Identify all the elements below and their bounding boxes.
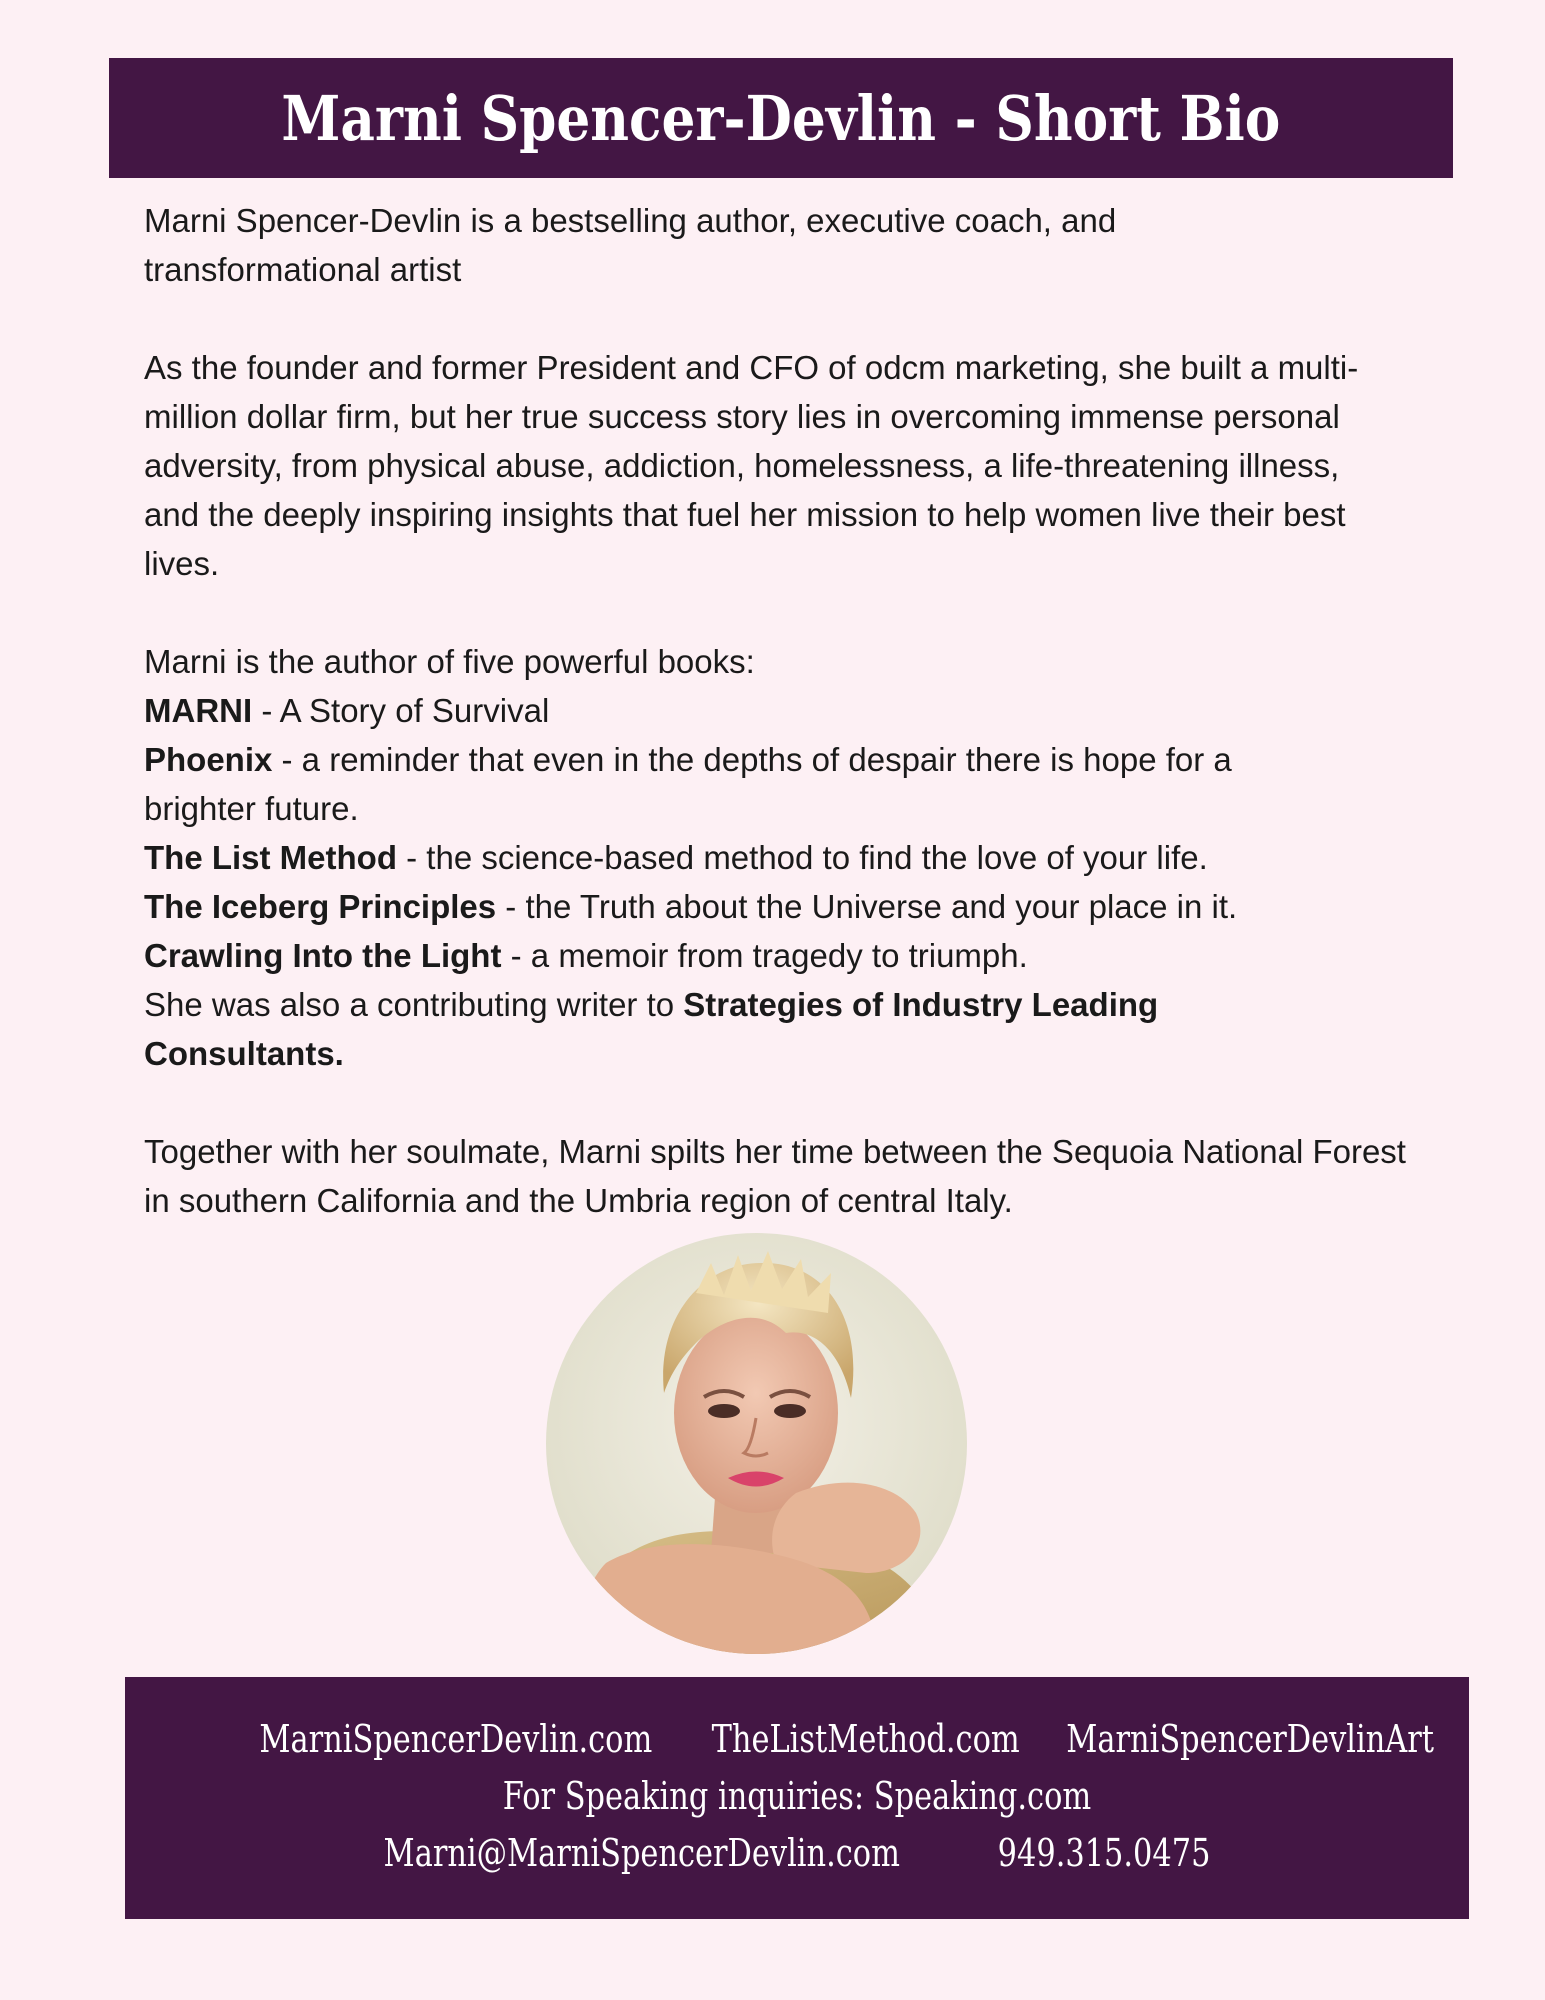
website-link[interactable]: MarniSpencerDevlin.com bbox=[259, 1717, 653, 1761]
books-intro: Marni is the author of five powerful books: bbox=[144, 643, 755, 680]
speaking-inquiries[interactable]: For Speaking inquiries: Speaking.com bbox=[502, 1774, 1092, 1818]
page-title: Marni Spencer-Devlin - Short Bio bbox=[281, 81, 1281, 155]
book-desc: - the Truth about the Universe and your place in it. bbox=[496, 888, 1238, 925]
book-desc: - A Story of Survival bbox=[252, 692, 550, 729]
book-title: Crawling Into the Light bbox=[144, 937, 502, 974]
book-item-marni bbox=[144, 686, 1424, 735]
contact-row bbox=[259, 1831, 1334, 1875]
phone-number[interactable]: 949.315.0475 bbox=[997, 1831, 1211, 1875]
book-desc: - a memoir from tragedy to triumph. bbox=[501, 937, 1028, 974]
bio-career: As the founder and former President and CFO of odcm marketing, she built a multi-million dollar firm, but her true success story lies in overcoming immense personal adversity, from physical abuse, addiction, homelessness, a life-threatening illness, and the deeply inspiring insights that fuel her mission to help women live their best lives. bbox=[144, 349, 1359, 582]
bio-closing: Together with her soulmate, Marni spilts her time between the Sequoia National Forest in southern California and the Umbria region of central Italy. bbox=[144, 1133, 1406, 1219]
book-title: The Iceberg Principles bbox=[144, 888, 497, 925]
speaking-row bbox=[259, 1774, 1334, 1818]
contact-footer bbox=[125, 1677, 1469, 1919]
art-link[interactable]: MarniSpencerDevlinArt bbox=[1066, 1717, 1435, 1761]
book-item-crawling-into-light bbox=[144, 931, 1424, 980]
contrib-prefix: She was also a contributing writer to bbox=[144, 986, 684, 1023]
author-portrait bbox=[546, 1233, 967, 1654]
contributing-writer bbox=[144, 980, 1224, 1078]
bio-content bbox=[144, 196, 1424, 1225]
book-item-phoenix bbox=[144, 735, 1304, 833]
book-title: The List Method bbox=[144, 839, 397, 876]
book-desc: - the science-based method to find the love of your life. bbox=[396, 839, 1208, 876]
book-desc: - a reminder that even in the depths of despair there is hope for a brighter future. bbox=[144, 741, 1232, 827]
author-portrait-image bbox=[546, 1233, 967, 1654]
contrib-title: Strategies of Industry Leading Consultants. bbox=[144, 986, 1159, 1072]
book-item-list-method bbox=[144, 833, 1424, 882]
title-banner bbox=[109, 58, 1453, 178]
book-item-iceberg-principles bbox=[144, 882, 1424, 931]
footer-links-row bbox=[259, 1717, 1435, 1761]
bio-intro: Marni Spencer-Devlin is a bestselling author, executive coach, and transformational artist bbox=[144, 202, 1117, 288]
email-link[interactable]: Marni@MarniSpencerDevlin.com bbox=[383, 1831, 900, 1875]
book-title: Phoenix bbox=[144, 741, 273, 778]
list-method-link[interactable]: TheListMethod.com bbox=[711, 1717, 1020, 1761]
book-title: MARNI bbox=[144, 692, 253, 729]
